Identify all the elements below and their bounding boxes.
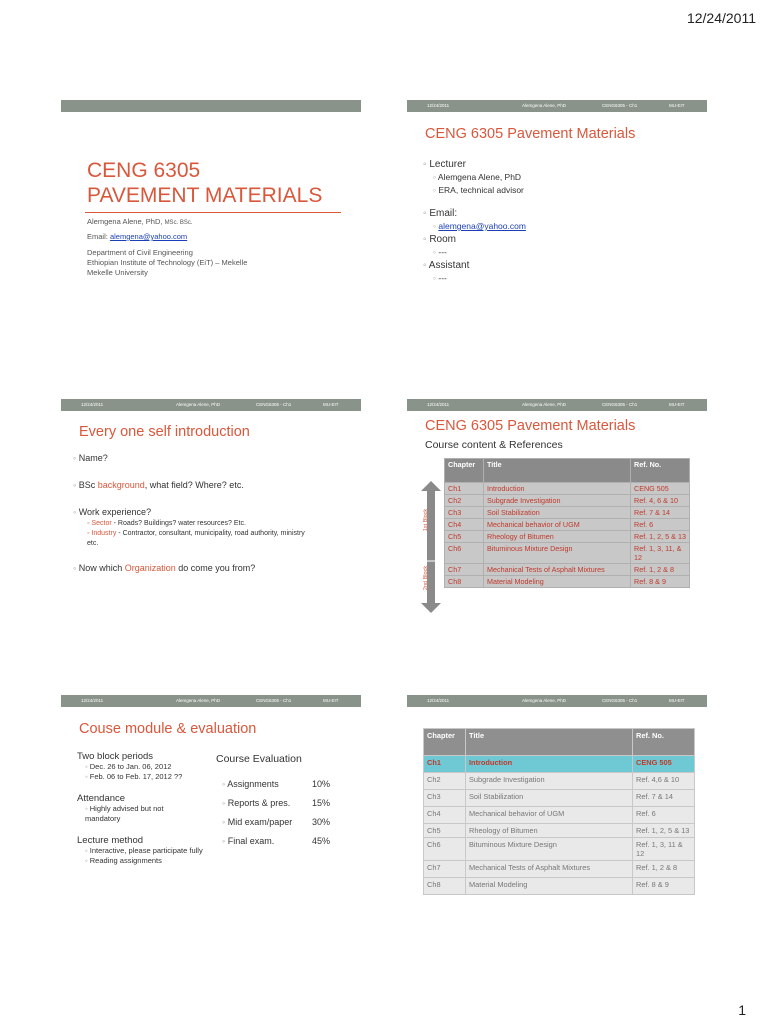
slide-5-left: Two block periods ◦ Dec. 26 to Jan. 06, 2012 ◦ Feb. 06 to Feb. 17, 2012 ?? Attendance ◦ Highly advised but not mandatory Lecture method ◦ Interactive, please participate fully ◦ Reading assignments <box>77 752 217 866</box>
col-header: Ref. No. <box>631 459 690 483</box>
cell-title: Material Modeling <box>484 576 631 588</box>
evaluation-heading: Course Evaluation <box>216 753 302 765</box>
title-underline <box>85 212 341 213</box>
industry-text: - Contractor, consultant, municipality, road authority, ministry etc. <box>87 530 305 547</box>
page-date: 12/24/2011 <box>686 10 756 26</box>
cell-ref: Ref. 1, 2, 5 & 13 <box>631 531 690 543</box>
institute: Ethiopian Institute of Technology (EiT) – Mekelle <box>87 258 248 267</box>
lecture-method-a: Interactive, please participate fully <box>89 846 203 855</box>
table-row <box>445 576 690 588</box>
slide-2 <box>407 100 707 325</box>
block-2-label: 2nd Block <box>423 565 429 591</box>
cell-ref: Ref. 6 <box>633 807 695 824</box>
cell-ref: Ref. 1, 2, 5 & 13 <box>633 824 695 838</box>
cell-chapter: Ch4 <box>445 519 484 531</box>
cell-chapter: Ch2 <box>424 773 466 790</box>
cell-title: Soil Stabilization <box>466 790 633 807</box>
slide-header-bar <box>61 100 361 112</box>
eval-row: ◦ Assignments 10% <box>222 779 331 789</box>
lecturer-label: Lecturer <box>429 159 467 170</box>
cell-chapter: Ch5 <box>424 824 466 838</box>
cell-title: Subgrade Investigation <box>484 495 631 507</box>
eval-row: ◦ Reports & pres. 15% <box>222 798 331 808</box>
cell-title: Rheology of Bitumen <box>484 531 631 543</box>
table-row <box>445 531 690 543</box>
lecturer-name: Alemgena Alene, PhD <box>437 172 522 182</box>
bar-inst: MU-EIT <box>323 402 339 407</box>
industry-label: Industry <box>91 530 117 537</box>
course-content-table <box>444 458 690 588</box>
bar-date: 12/24/2011 <box>427 698 450 703</box>
cell-ref: Ref. 1, 3, 11 & 12 <box>633 838 695 861</box>
cell-title: Mechanical Tests of Asphalt Mixtures <box>466 861 633 878</box>
q-bsc-post: , what field? Where? etc. <box>144 480 244 490</box>
cell-ref: Ref. 4,6 & 10 <box>633 773 695 790</box>
cell-chapter: Ch8 <box>424 878 466 895</box>
cell-title: Rheology of Bitumen <box>466 824 633 838</box>
lecture-method-b: Reading assignments <box>89 856 162 865</box>
bar-date: 12/24/2011 <box>427 103 450 108</box>
block-1-label: 1st Block <box>423 508 429 532</box>
cell-chapter: Ch3 <box>424 790 466 807</box>
cell-title: Mechanical behavior of UGM <box>466 807 633 824</box>
room-value: --- <box>438 247 447 257</box>
slide-title: Couse module & evaluation <box>79 721 257 737</box>
table-header-row <box>424 729 695 756</box>
table-row <box>424 807 695 824</box>
bar-author: Alemgena Alene, PhD <box>176 402 221 407</box>
table-row <box>424 790 695 807</box>
eval-pct: 15% <box>312 798 331 808</box>
author-degrees: MSc. BSc. <box>164 220 193 226</box>
cell-chapter: Ch6 <box>445 543 484 564</box>
q-work: Work experience? <box>78 507 152 517</box>
attendance-heading: Attendance <box>77 793 126 804</box>
slide-title: Every one self introduction <box>79 424 250 440</box>
slide-1 <box>61 100 361 325</box>
cell-ref: Ref. 6 <box>631 519 690 531</box>
q-org-post: do come you from? <box>175 563 256 573</box>
bar-inst: MU-EIT <box>669 698 685 703</box>
cell-chapter: Ch1 <box>424 756 466 773</box>
q-org-pre: Now which <box>78 563 125 573</box>
slide-5 <box>61 695 361 920</box>
slide-6 <box>407 695 707 920</box>
slide-subtitle: Course content & References <box>425 439 563 451</box>
university: Mekelle University <box>87 268 148 277</box>
table-row <box>424 756 695 773</box>
chapter-table <box>423 728 695 895</box>
eval-label: Reports & pres. <box>227 798 291 808</box>
department: Department of Civil Engineering <box>87 248 193 257</box>
table-row <box>424 861 695 878</box>
table-row <box>424 824 695 838</box>
assistant-label: Assistant <box>428 260 470 271</box>
bar-author: Alemgena Alene, PhD <box>522 402 567 407</box>
eval-pct: 10% <box>312 779 331 789</box>
cell-title: Mechanical Tests of Asphalt Mixtures <box>484 564 631 576</box>
cell-ref: Ref. 1, 2 & 8 <box>633 861 695 878</box>
table-row <box>424 878 695 895</box>
col-header: Title <box>466 729 633 756</box>
slide-title: CENG 6305 Pavement Materials <box>425 126 636 142</box>
cell-chapter: Ch3 <box>445 507 484 519</box>
eval-row: ◦ Final exam. 45% <box>222 836 331 846</box>
col-header: Title <box>484 459 631 483</box>
table-header-row <box>445 459 690 483</box>
cell-ref: Ref. 1, 3, 11, & 12 <box>631 543 690 564</box>
table-row <box>424 773 695 790</box>
table-row <box>445 483 690 495</box>
cell-title: Introduction <box>484 483 631 495</box>
cell-title: Subgrade Investigation <box>466 773 633 790</box>
lecture-method-heading: Lecture method <box>77 835 144 846</box>
q-org-highlight: Organization <box>124 563 176 573</box>
author-block <box>87 217 247 278</box>
page-number: 1 <box>738 1002 746 1018</box>
sector-label: Sector <box>91 520 112 527</box>
cell-ref: Ref. 7 & 14 <box>631 507 690 519</box>
cell-chapter: Ch7 <box>445 564 484 576</box>
author-name: Alemgena Alene, PhD, <box>87 217 163 226</box>
cell-title: Soil Stabilization <box>484 507 631 519</box>
email-link[interactable]: alemgena@yahoo.com <box>438 221 526 231</box>
slide-5-right <box>216 753 356 846</box>
bar-author: Alemgena Alene, PhD <box>522 103 567 108</box>
slide-3-body: ◦ Name? ◦ BSc background, what field? Where? etc. ◦ Work experience? ◦ Sector - Roads? Buildings? water resources? Etc. ◦ Industry - Contractor, consultant, municipality, road authority, ministry etc. ◦ Now which Organization do come you from? <box>73 453 305 573</box>
cell-ref: Ref. 4, 6 & 10 <box>631 495 690 507</box>
table-row <box>445 507 690 519</box>
table-row <box>445 519 690 531</box>
blocks-heading: Two block periods <box>77 751 154 762</box>
q-bsc-highlight: background <box>97 480 145 490</box>
slide-title: CENG 6305 Pavement Materials <box>425 418 636 434</box>
slide-header-bar <box>407 100 707 112</box>
cell-chapter: Ch5 <box>445 531 484 543</box>
slide-header-bar <box>407 695 707 707</box>
cell-title: Bituminous Mixture Design <box>466 838 633 861</box>
bar-author: Alemgena Alene, PhD <box>522 698 567 703</box>
cell-ref: CENG 505 <box>631 483 690 495</box>
eval-label: Assignments <box>227 779 279 789</box>
slide-header-bar <box>61 399 361 411</box>
lecturer-role: ERA, technical advisor <box>438 185 524 195</box>
assistant-value: --- <box>438 273 447 283</box>
email-label: Email: <box>429 208 458 219</box>
col-header: Ref. No. <box>633 729 695 756</box>
bar-course: CENG6305 - Ch1 <box>602 698 638 703</box>
cell-chapter: Ch6 <box>424 838 466 861</box>
eval-pct: 45% <box>312 836 331 846</box>
q-name: Name? <box>78 453 108 463</box>
eval-pct: 30% <box>312 817 331 827</box>
cell-chapter: Ch8 <box>445 576 484 588</box>
slide-3 <box>61 399 361 624</box>
cell-title: Bituminous Mixture Design <box>484 543 631 564</box>
attendance-text: Highly advised but not mandatory <box>85 804 164 823</box>
cell-chapter: Ch1 <box>445 483 484 495</box>
bar-date: 12/24/2011 <box>427 402 450 407</box>
bar-date: 12/24/2011 <box>81 402 104 407</box>
title-line-2: PAVEMENT MATERIALS <box>87 184 323 207</box>
cell-ref: Ref. 8 & 9 <box>633 878 695 895</box>
title-line-1: CENG 6305 <box>87 159 201 182</box>
cell-ref: Ref. 8 & 9 <box>631 576 690 588</box>
block-a: Dec. 26 to Jan. 06, 2012 <box>89 762 172 771</box>
room-label: Room <box>429 234 457 245</box>
bar-course: CENG6305 - Ch1 <box>256 698 292 703</box>
cell-title: Introduction <box>466 756 633 773</box>
col-header: Chapter <box>424 729 466 756</box>
table-row <box>445 564 690 576</box>
eval-label: Final exam. <box>227 836 275 846</box>
bar-course: CENG6305 - Ch1 <box>602 103 638 108</box>
cell-chapter: Ch4 <box>424 807 466 824</box>
email-label: Email: <box>87 232 108 241</box>
table-row <box>445 495 690 507</box>
cell-ref: Ref. 1, 2 & 8 <box>631 564 690 576</box>
table-row <box>445 543 690 564</box>
cell-title: Material Modeling <box>466 878 633 895</box>
table-row <box>424 838 695 861</box>
col-header: Chapter <box>445 459 484 483</box>
slide-header-bar <box>407 399 707 411</box>
sector-text: - Roads? Buildings? water resources? Etc. <box>111 520 246 527</box>
slide-header-bar <box>61 695 361 707</box>
bar-author: Alemgena Alene, PhD <box>176 698 221 703</box>
slide-title <box>87 158 322 208</box>
bar-date: 12/24/2011 <box>81 698 104 703</box>
cell-chapter: Ch7 <box>424 861 466 878</box>
q-bsc-pre: BSc <box>78 480 98 490</box>
eval-label: Mid exam/paper <box>227 817 293 827</box>
bar-course: CENG6305 - Ch1 <box>256 402 292 407</box>
cell-ref: Ref. 7 & 14 <box>633 790 695 807</box>
cell-title: Mechanical behavior of UGM <box>484 519 631 531</box>
bar-inst: MU-EIT <box>669 103 685 108</box>
email-link[interactable]: alemgena@yahoo.com <box>109 232 188 241</box>
bar-inst: MU-EIT <box>323 698 339 703</box>
block-b: Feb. 06 to Feb. 17, 2012 ?? <box>89 772 183 781</box>
bar-inst: MU-EIT <box>669 402 685 407</box>
slide-2-body: ◦ Lecturer ◦ Alemgena Alene, PhD ◦ ERA, technical advisor ◦ Email: ◦ alemgena@yahoo.com ◦ Room ◦ --- ◦ Assistant ◦ --- <box>423 159 526 283</box>
slide-4 <box>407 399 707 624</box>
cell-chapter: Ch2 <box>445 495 484 507</box>
eval-row: ◦ Mid exam/paper 30% <box>222 817 331 827</box>
cell-ref: CENG 505 <box>633 756 695 773</box>
bar-course: CENG6305 - Ch1 <box>602 402 638 407</box>
